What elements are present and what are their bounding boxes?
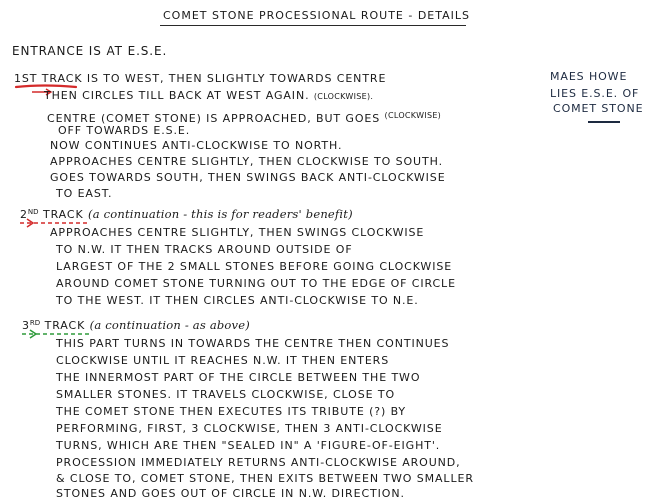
track2-label: 2ND TRACK (20, 208, 84, 221)
track1-note-2: (CLOCKWISE) (384, 111, 442, 120)
track1-line-6: GOES TOWARDS SOUTH, THEN SWINGS BACK ANTI-CLOCKWISE (50, 171, 446, 184)
side-note-underline (588, 121, 620, 123)
track3-line-3: SMALLER STONES. IT TRAVELS CLOCKWISE, CLOSE TO (56, 388, 396, 401)
track3-line-5: PERFORMING, FIRST, 3 CLOCKWISE, THEN 3 ANTI-CLOCKWISE (56, 422, 443, 435)
track3-note: (a continuation - as above) (89, 318, 250, 332)
side-note-line-2: COMET STONE (553, 102, 644, 115)
track1-line-0: IS TO WEST, THEN SLIGHTLY TOWARDS CENTRE (82, 72, 387, 85)
track3-line-7: PROCESSION IMMEDIATELY RETURNS ANTI-CLOCKWISE AROUND, (56, 456, 461, 469)
track1-line-5: APPROACHES CENTRE SLIGHTLY, THEN CLOCKWISE TO SOUTH. (50, 155, 443, 168)
track1-line-4: NOW CONTINUES ANTI-CLOCKWISE TO NORTH. (50, 139, 343, 152)
track3-line-9: STONES AND GOES OUT OF CIRCLE IN N.W. DIRECTION. (56, 487, 405, 500)
track2-line-1: TO N.W. IT THEN TRACKS AROUND OUTSIDE OF (56, 243, 353, 256)
track3-line-6: TURNS, WHICH ARE THEN "SEALED IN" A 'FIGURE-OF-EIGHT'. (56, 439, 441, 452)
track1-note-1: (CLOCKWISE). (313, 92, 374, 101)
page-title: COMET STONE PROCESSIONAL ROUTE - DETAILS (163, 9, 470, 22)
track3-line-1: CLOCKWISE UNTIL IT REACHES N.W. IT THEN ENTERS (56, 354, 390, 367)
track3-line-2: THE INNERMOST PART OF THE CIRCLE BETWEEN THE TWO (56, 371, 421, 384)
side-note-line-0: MAES HOWE (550, 70, 628, 83)
track1-line-2: CENTRE (COMET STONE) IS APPROACHED, BUT GOES $^{(CLOCKWISE)}$ (47, 111, 442, 125)
track3-label: 3RD TRACK (22, 319, 86, 332)
entrance-line: ENTRANCE IS AT E.S.E. (12, 44, 168, 58)
track1-label: 1ST TRACK (14, 72, 83, 85)
track1-line-3: OFF TOWARDS E.S.E. (58, 124, 191, 137)
title-underline (160, 25, 466, 26)
track2-note: (a continuation - this is for readers' benefit) (88, 207, 353, 221)
track2-line-4: TO THE WEST. IT THEN CIRCLES ANTI-CLOCKWISE TO N.E. (56, 294, 419, 307)
track1-line-7: TO EAST. (56, 187, 113, 200)
track2-line-0: APPROACHES CENTRE SLIGHTLY, THEN SWINGS CLOCKWISE (50, 226, 425, 239)
track3-line-8: & CLOSE TO, COMET STONE, THEN EXITS BETWEEN TWO SMALLER (56, 472, 474, 485)
track1-line-1: THEN CIRCLES TILL BACK AT WEST AGAIN. (CLOCKWISE). (44, 89, 374, 102)
track3-line-4: THE COMET STONE THEN EXECUTES ITS TRIBUTE (?) BY (56, 405, 407, 418)
side-note-line-1: LIES E.S.E. OF (550, 87, 640, 100)
track2-line-3: AROUND COMET STONE TURNING OUT TO THE EDGE OF CIRCLE (56, 277, 456, 290)
track3-line-0: THIS PART TURNS IN TOWARDS THE CENTRE THEN CONTINUES (56, 337, 450, 350)
track2-line-2: LARGEST OF THE 2 SMALL STONES BEFORE GOING CLOCKWISE (56, 260, 453, 273)
